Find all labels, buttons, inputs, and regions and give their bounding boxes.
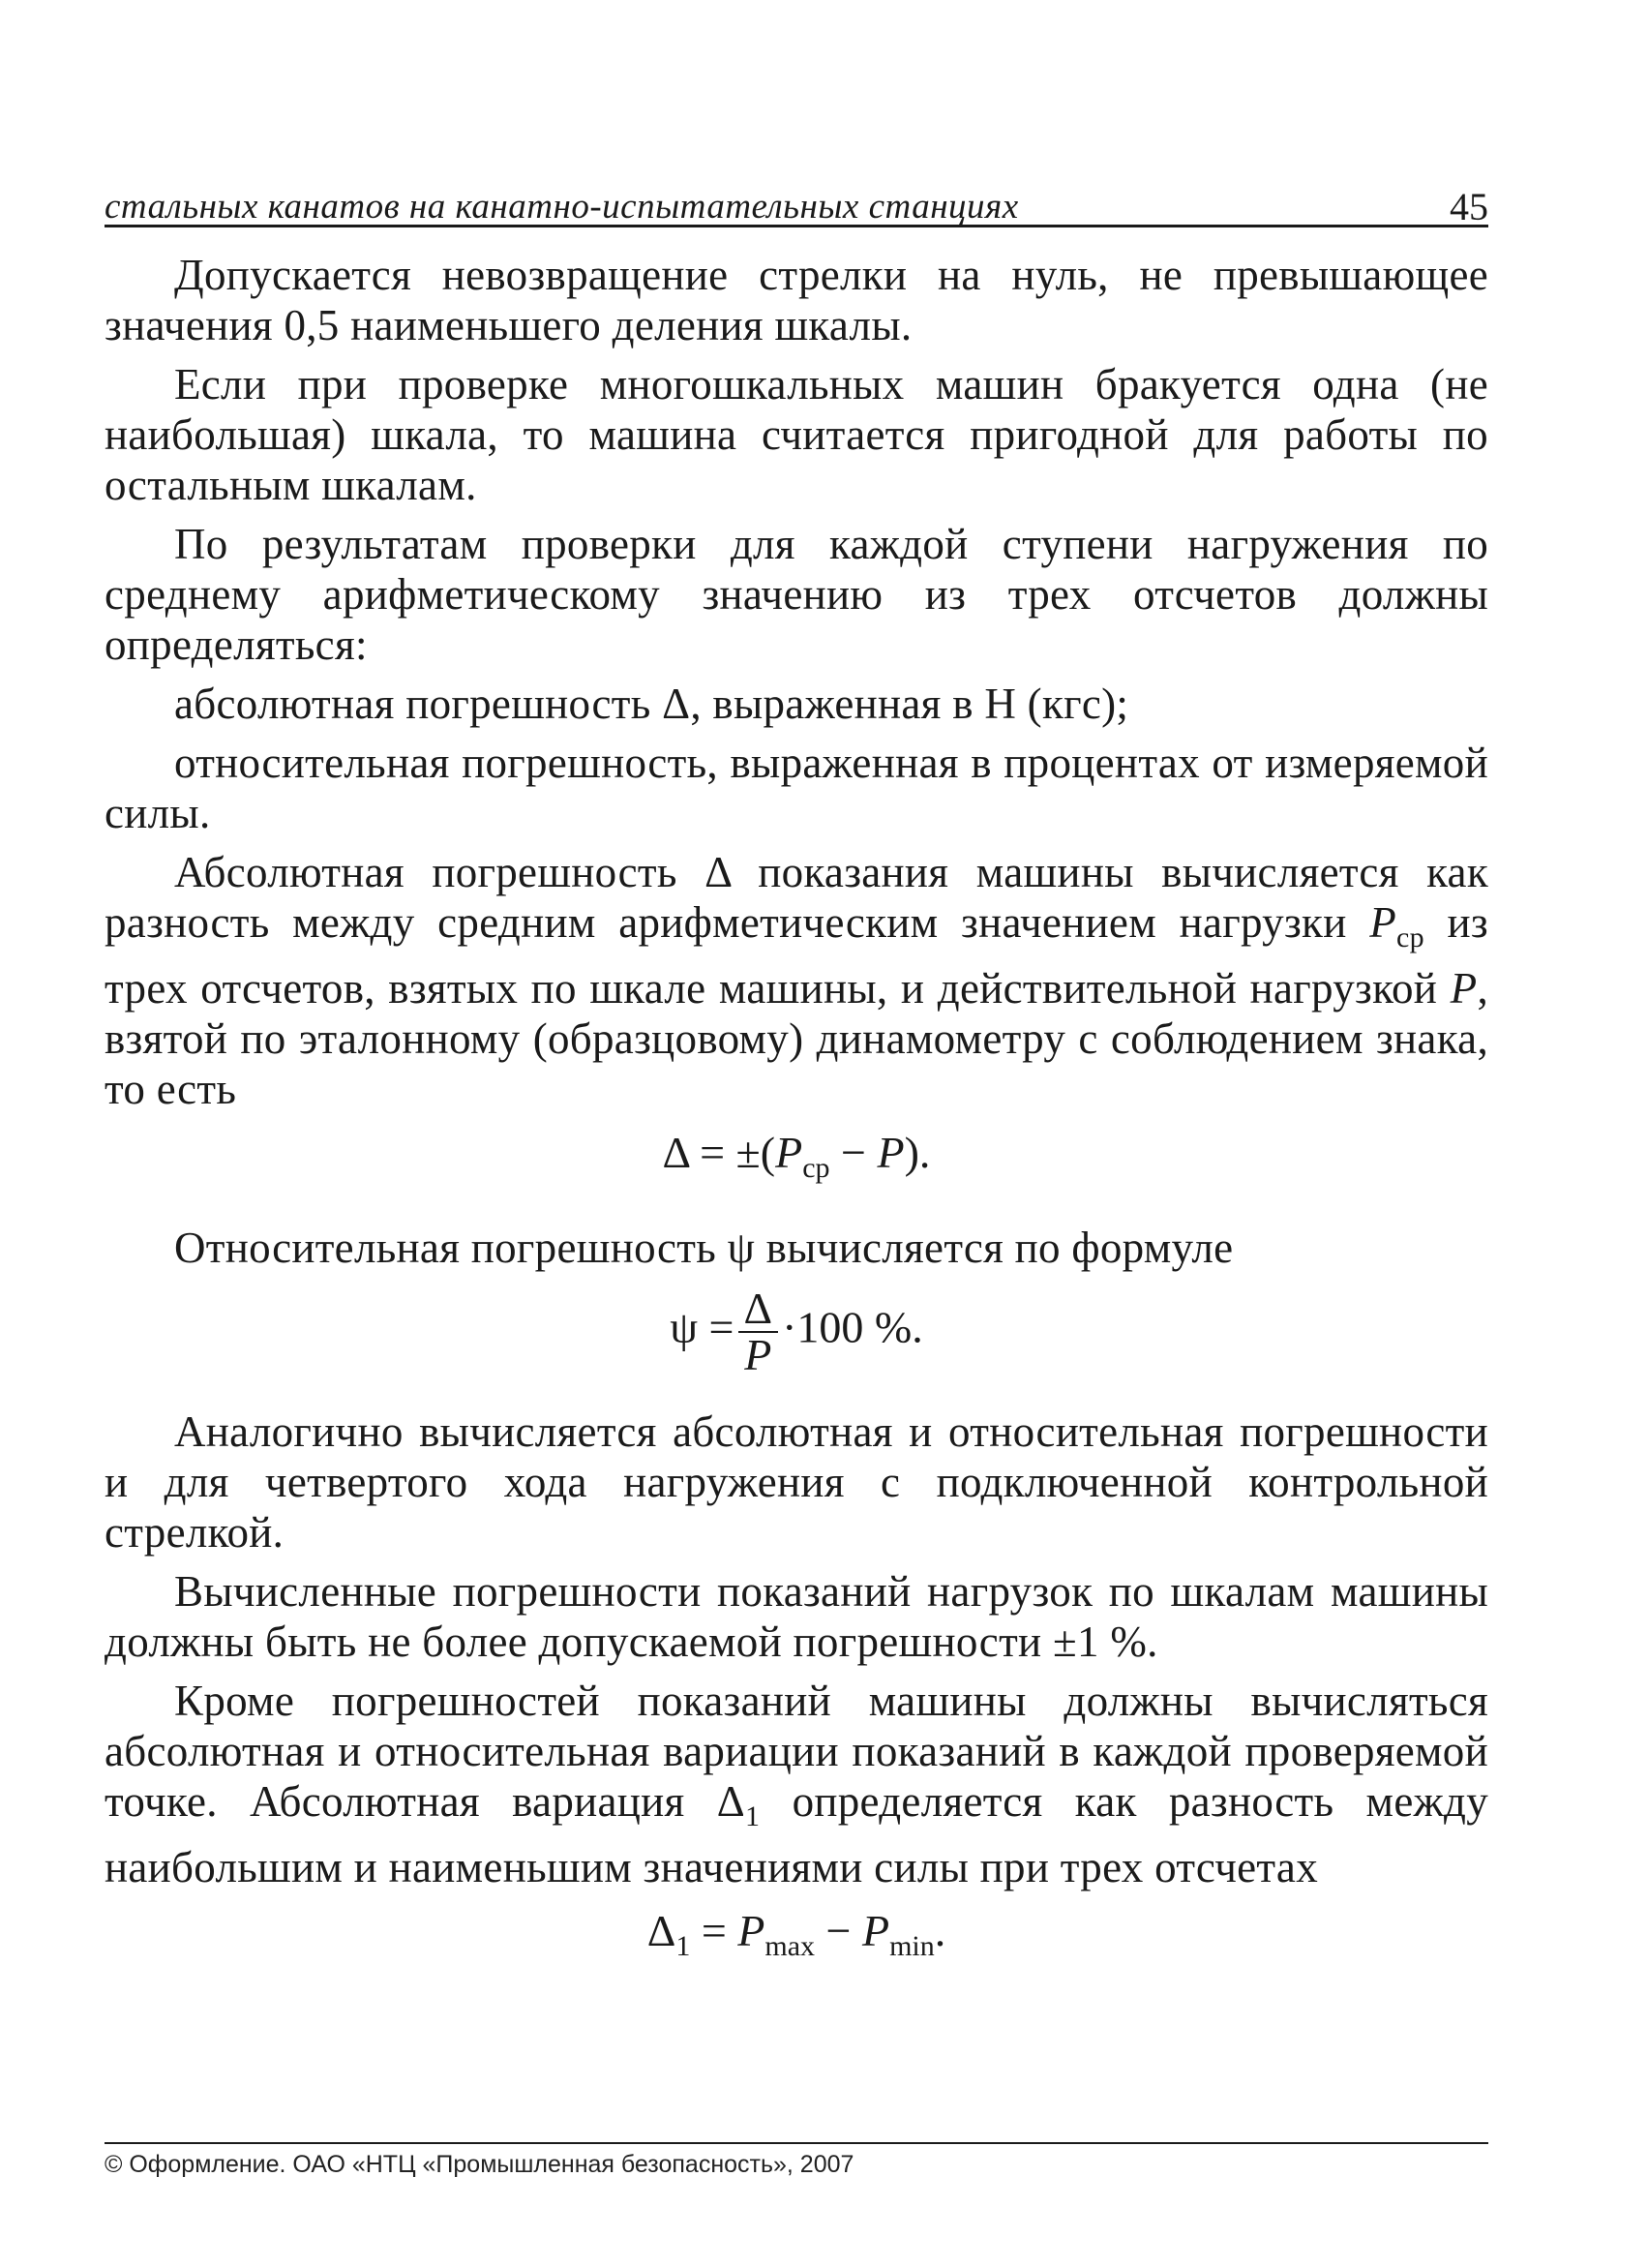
list-item-relative: относительная погрешность, выраженная в процентах от измеряемой силы.	[105, 739, 1488, 837]
symbol-p: P	[861, 1906, 890, 1955]
paragraph-3: По результатам проверки для каждой ступени нагружения по среднему арифметическому значению из трех отсчетов должны определяться:	[105, 520, 1488, 669]
formula-absolute-variation	[105, 1906, 1488, 1972]
formula-text: ).	[904, 1128, 931, 1177]
subscript-1: 1	[675, 1930, 691, 1962]
subscript-cp: ср	[802, 1152, 830, 1184]
symbol-p: P	[1450, 964, 1478, 1013]
subscript-1: 1	[745, 1800, 761, 1832]
formula-text: Δ = ±(	[662, 1128, 776, 1177]
symbol-p: P	[1369, 898, 1396, 947]
symbol-p: P	[737, 1906, 765, 1955]
fraction	[738, 1286, 779, 1377]
paragraph-6: Аналогично вычисляется абсолютная и относительная погрешности и для четвертого хода нагружения с подключенной контрольной стрелкой.	[105, 1407, 1488, 1557]
copyright-footer: © Оформление. ОАО «НТЦ «Промышленная безопасность», 2007	[105, 2151, 854, 2178]
document-page	[105, 0, 1488, 2268]
header-title: стальных канатов на канатно-испытательных станциях	[105, 187, 1019, 227]
subscript-min: min	[889, 1930, 935, 1962]
formula-text: ·100 %.	[782, 1302, 923, 1352]
paragraph-4-text-a: Абсолютная погрешность Δ показания машины вычисляется как разность между средним арифметическим значением нагрузки	[105, 848, 1488, 947]
paragraph-8-text-b: определяется как разность между наибольшим и наименьшим значениями силы при трех отсчетах	[105, 1777, 1488, 1891]
formula-absolute-error	[105, 1128, 1488, 1194]
paragraph-7: Вычисленные погрешности показаний нагрузок по шкалам машины должны быть не более допускаемой погрешности ±1 %.	[105, 1567, 1488, 1666]
running-header	[105, 186, 1488, 227]
formula-text: −	[829, 1128, 878, 1177]
paragraph-8	[105, 1676, 1488, 1892]
fraction-denominator: P	[744, 1330, 772, 1379]
fraction-numerator: Δ	[738, 1286, 779, 1333]
formula-text: =	[690, 1906, 738, 1955]
list-item-absolute: абсолютная погрешность Δ, выраженная в Н (кгс);	[174, 680, 1129, 728]
paragraph-5: Относительная погрешность ψ вычисляется по формуле	[174, 1224, 1234, 1272]
symbol-p: P	[775, 1128, 803, 1177]
formula-text: .	[934, 1906, 946, 1955]
formula-relative-error	[105, 1286, 1488, 1377]
paragraph-4-text-c: , взятой по эталонному (образцовому) динамометру с соблюдением знака, то есть	[105, 964, 1488, 1113]
symbol-delta: Δ	[716, 1777, 746, 1826]
subscript-cp: ср	[1396, 922, 1424, 953]
footer-divider	[105, 2142, 1488, 2144]
paragraph-4-text-b: из трех отсчетов, взятых по шкале машины, и действительной нагрузкой	[105, 898, 1488, 1013]
paragraph-1: Допускается невозвращение стрелки на нуль, не превышающее значения 0,5 наименьшего деления шкалы.	[105, 251, 1488, 349]
paragraph-2: Если при проверке многошкальных машин бракуется одна (не наибольшая) шкала, то машина считается пригодной для работы по остальным шкалам.	[105, 360, 1488, 509]
symbol-delta: Δ	[646, 1906, 676, 1955]
paragraph-8-text-a: Кроме погрешностей показаний машины должны вычисляться абсолютная и относительная вариации показаний в каждой проверяемой точке. Абсолютная вариация	[105, 1677, 1488, 1826]
subscript-max: max	[764, 1930, 816, 1962]
symbol-p: P	[877, 1128, 905, 1177]
formula-text: ψ =	[670, 1302, 734, 1352]
paragraph-4	[105, 847, 1488, 1114]
formula-text: −	[815, 1906, 862, 1955]
page-number: 45	[1450, 185, 1488, 228]
page-body	[105, 250, 1488, 2001]
